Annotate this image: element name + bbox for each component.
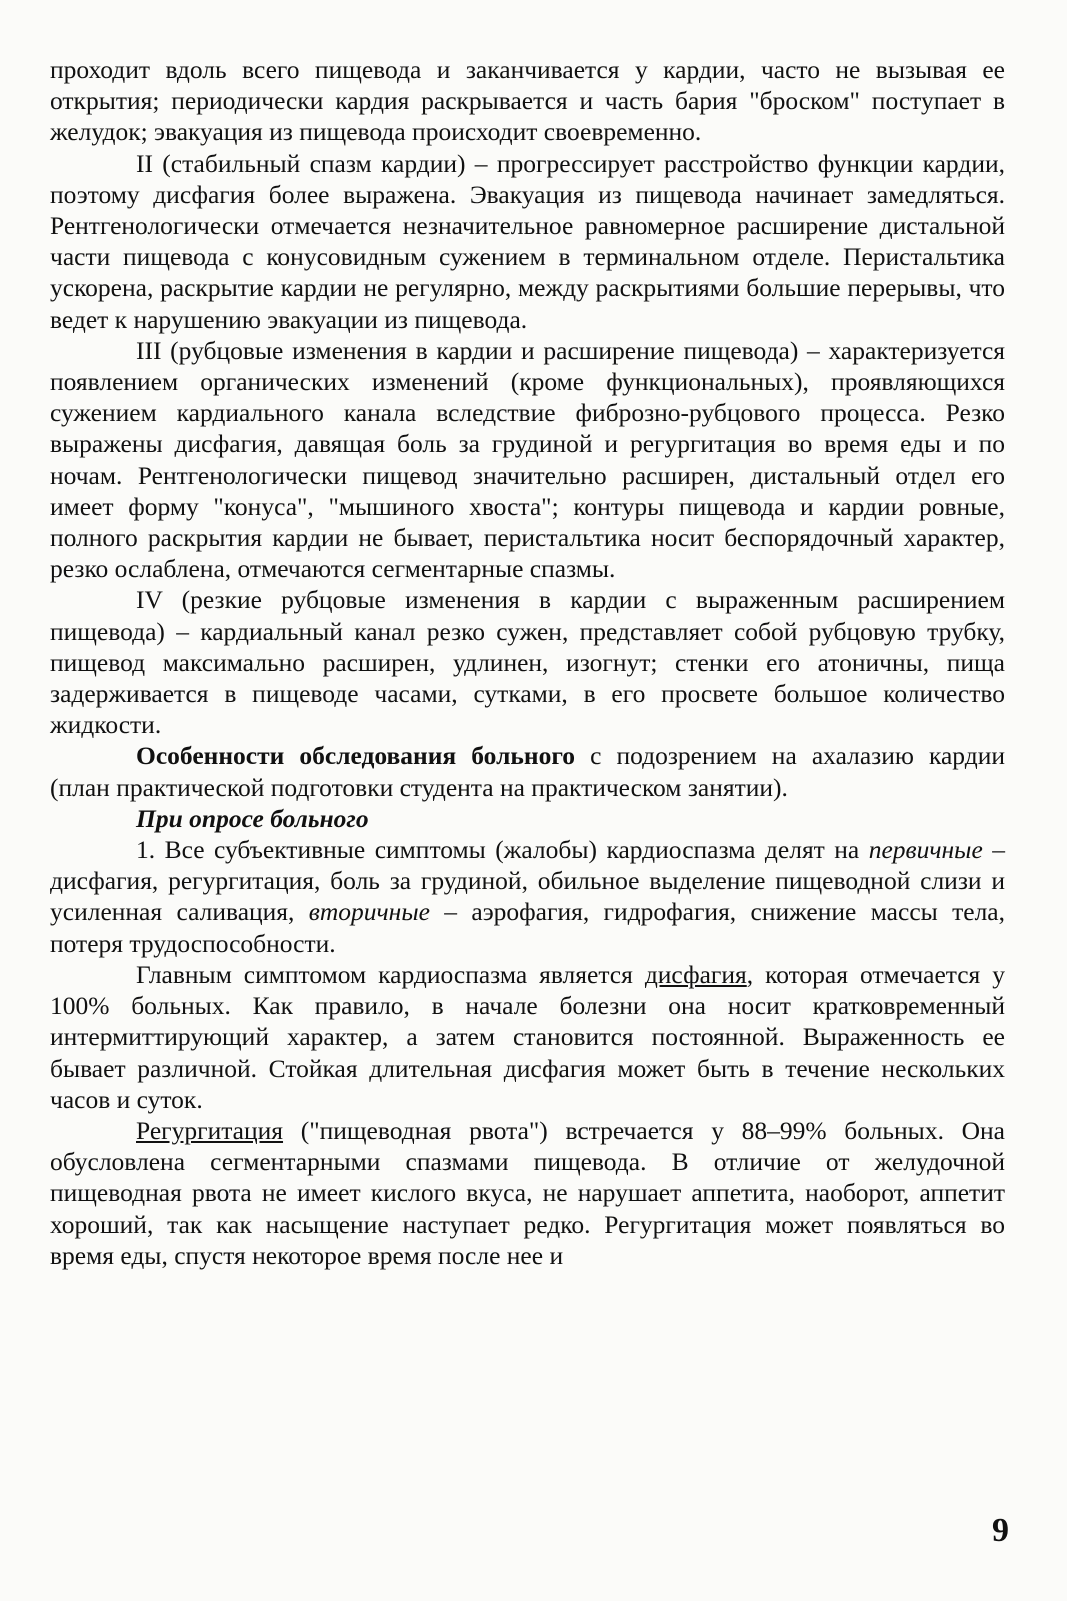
symptoms-primary-italic: первичные	[868, 835, 983, 865]
paragraph-examination-features	[50, 740, 1005, 802]
dysphagia-text-a: Главным симптомом кардиоспазма является	[136, 959, 645, 989]
paragraph-dysphagia	[50, 959, 1005, 1115]
examination-heading-rest: с подозрением на ахалазию кардии (план практической подготовки студента на практическом занятии).	[50, 741, 1005, 802]
subheading-text: При опросе больного	[136, 803, 369, 833]
paragraph-stage-3: III (рубцовые изменения в кардии и расширение пищевода) – характеризуется появлением органических изменений (кроме функциональных), проявляющихся сужением кардиального канала вследствие фиброзно-рубцового процесса. Резко выражены дисфагия, давящая боль за грудиной и регургитация во время еды и по ночам. Рентгенологически пищевод значительно расширен, дистальный отдел его имеет форму "конуса", "мышиного хвоста"; контуры пищевода и кардии ровные, полного раскрытия кардии не бывает, перистальтика носит беспорядочный характер, резко ослаблена, отмечаются сегментарные спазмы.	[50, 335, 1005, 584]
symptoms-secondary-italic: вторичные	[308, 897, 430, 927]
regurgitation-term-underlined: Регургитация	[136, 1115, 284, 1145]
subheading-patient-interview	[50, 803, 1005, 834]
examination-heading-bold: Особенности обследования больного	[136, 741, 576, 771]
paragraph-continuation: проходит вдоль всего пищевода и заканчивается у кардии, часто не вызывая ее открытия; периодически кардия раскрывается и часть бария "броском" поступает в желудок; эвакуация из пищевода происходит своевременно.	[50, 55, 1005, 147]
page-number: 9	[992, 1512, 1009, 1549]
regurgitation-text: ("пищеводная рвота") встречается у 88–99% больных. Она обусловлена сегментарными спазмами пищевода. В отличие от желудочной пищеводная рвота не имеет кислого вкуса, не нарушает аппетита, наоборот, аппетит хороший, так как насыщение наступает редко. Регургитация может появляться во время еды, спустя некоторое время после нее и	[50, 1115, 1005, 1270]
dysphagia-term-underlined: дисфагия	[644, 959, 747, 989]
page-body	[50, 54, 1005, 1271]
dysphagia-text-c: , которая отмечается у 100% больных. Как правило, в начале болезни она носит кратковременный интермиттирующий характер, а затем становится постоянной. Выраженность ее бывает различной. Стойкая длительная дисфагия может быть в течение нескольких часов и суток.	[50, 959, 1006, 1114]
symptoms-text-e: – аэрофагия, гидрофагия, снижение массы тела, потеря трудоспособности.	[50, 897, 1005, 958]
symptoms-text-a: 1. Все субъективные симптомы (жалобы) кардиоспазма делят на	[136, 835, 869, 865]
paragraph-regurgitation	[50, 1115, 1005, 1271]
paragraph-stage-4: IV (резкие рубцовые изменения в кардии с выраженным расширением пищевода) – кардиальный канал резко сужен, представляет собой рубцовую трубку, пищевод максимально расширен, удлинен, изогнут; стенки его атоничны, пища задерживается в пищеводе часами, сутками, в его просвете большое количество жидкости.	[50, 585, 1005, 740]
symptoms-text-c: – дисфагия, регургитация, боль за грудиной, обильное выделение пищеводной слизи и усиленная саливация,	[50, 835, 1005, 927]
paragraph-symptoms	[50, 834, 1005, 959]
paragraph-stage-2: II (стабильный спазм кардии) – прогрессирует расстройство функции кардии, поэтому дисфагия более выражена. Эвакуация из пищевода начинает замедляться. Рентгенологически отмечается незначительное равномерное расширение дистальной части пищевода с конусовидным сужением в терминальном отделе. Перистальтика ускорена, раскрытие кардии не регулярно, между раскрытиями большие перерывы, что ведет к нарушению эвакуации из пищевода.	[50, 148, 1005, 334]
